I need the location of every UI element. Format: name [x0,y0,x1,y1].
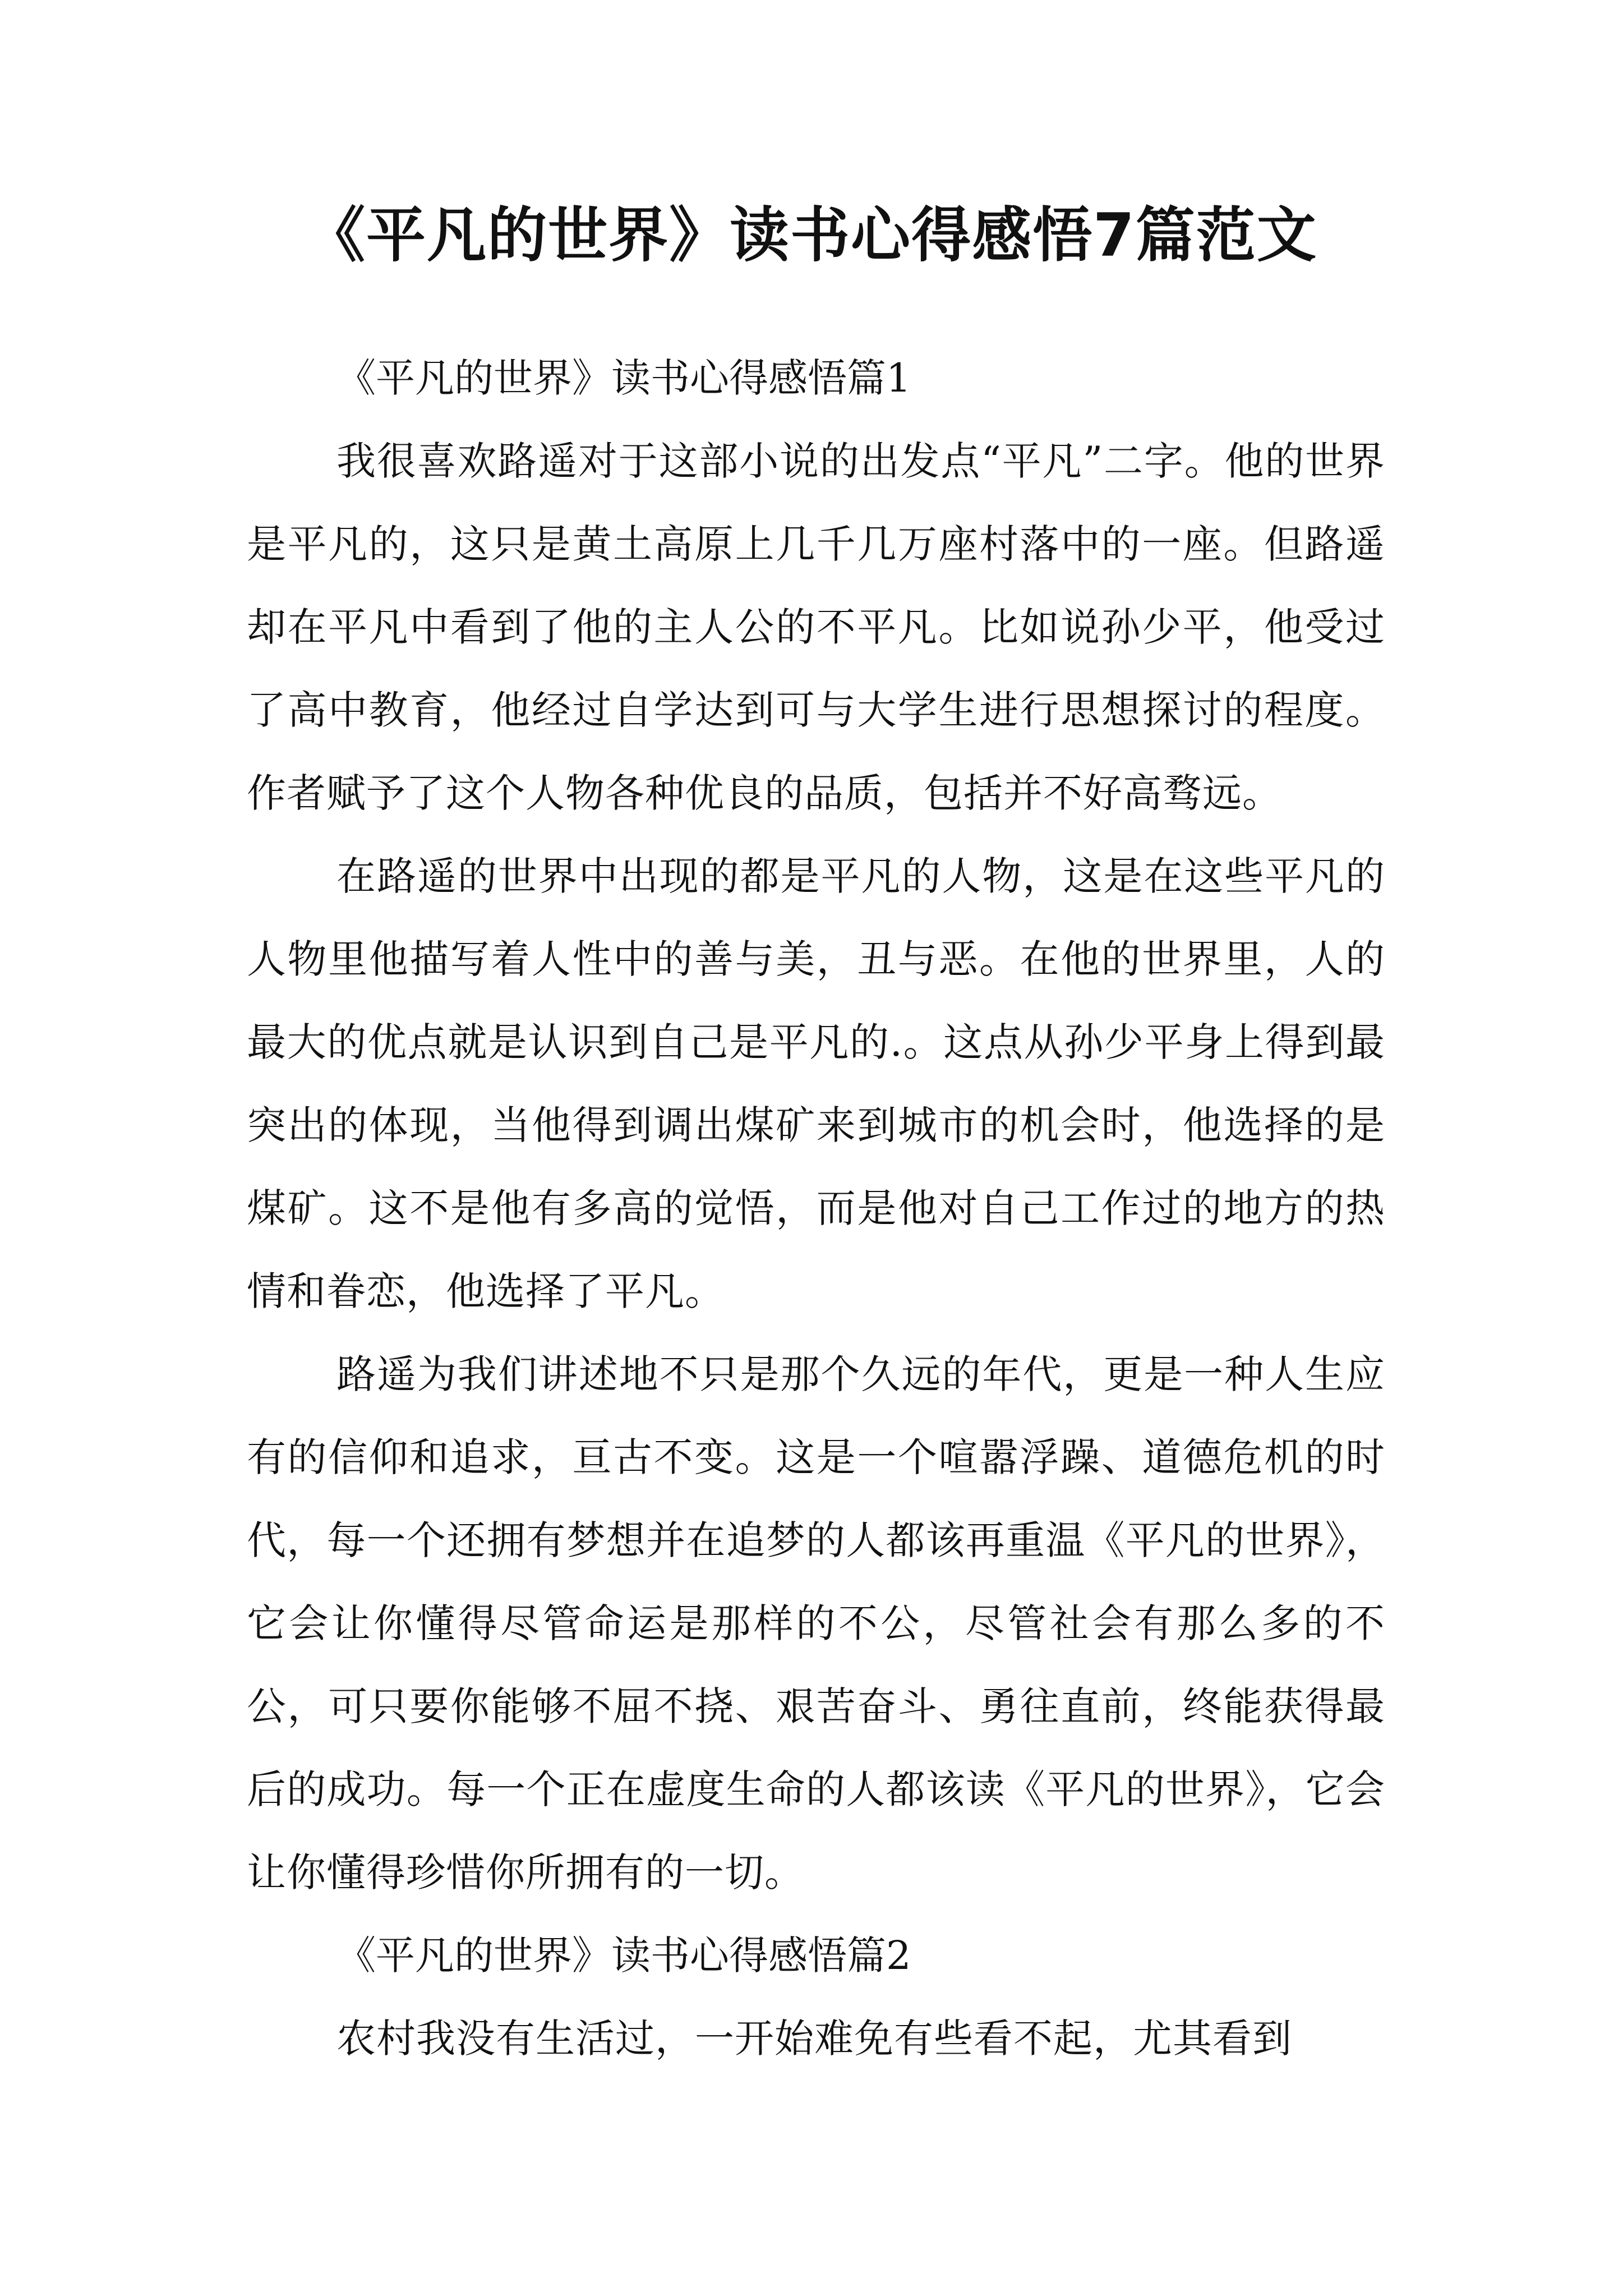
document-title: 《平凡的世界》读书心得感悟7篇范文 [306,201,1317,270]
section-heading: 《平凡的世界》读书心得感悟篇1 [336,355,911,401]
paragraph: 我很喜欢路遥对于这部小说的出发点“平凡”二字。他的世界是平凡的，这只是黄土高原上几千几万座村落中的一座。但路遥却在平凡中看到了他的主人公的不平凡。比如说孙少平，他受过了高中教育，他经过自学达到可与大学生进行思想探讨的程度。作者赋予了这个人物各种优良的品质，包括并不好高骛远。 [247,438,1385,816]
paragraph: 农村我没有生活过，一开始难免有些看不起，尤其看到 [336,2016,1292,2062]
section-heading: 《平凡的世界》读书心得感悟篇2 [336,1932,911,1978]
paragraph: 路遥为我们讲述地不只是那个久远的年代，更是一种人生应有的信仰和追求，亘古不变。这是一个喧嚣浮躁、道德危机的时代，每一个还拥有梦想并在追梦的人都该再重温《平凡的世界》，它会让你懂得尽管命运是那样的不公，尽管社会有那么多的不公，可只要你能够不屈不挠、艰苦奋斗、勇往直前，终能获得最后的成功。每一个正在虚度生命的人都该读《平凡的世界》，它会让你懂得珍惜你所拥有的一切。 [247,1351,1385,1895]
document-body [247,337,1385,2080]
paragraph: 在路遥的世界中出现的都是平凡的人物，这是在这些平凡的人物里他描写着人性中的善与美，丑与恶。在他的世界里，人的最大的优点就是认识到自己是平凡的.。这点从孙少平身上得到最突出的体现，当他得到调出煤矿来到城市的机会时，他选择的是煤矿。这不是他有多高的觉悟，而是他对自己工作过的地方的热情和眷恋，他选择了平凡。 [247,853,1385,1314]
